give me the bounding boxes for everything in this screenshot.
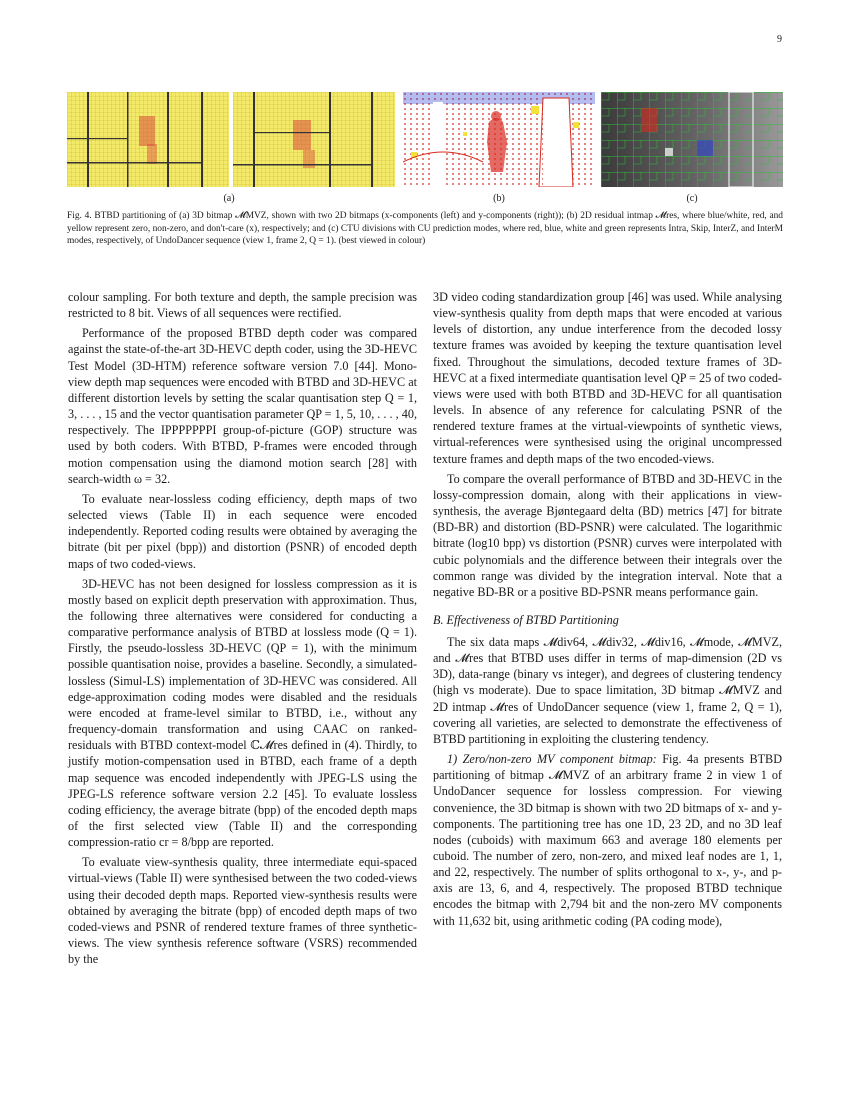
paragraph: To evaluate view-synthesis quality, three intermediate equi-spaced virtual-views (Table II) were synthesised between the two coded-views using their decoded depth maps. Reported view-synthesis results were obtained by averaging the bitrate (bpp) of encoded depth maps of two coded-views and PSNR of rendered texture frames of three synthetic-views. The view synthesis reference software (VSRS) recommended by the: [68, 855, 417, 967]
sublabel-b: (b): [493, 193, 505, 204]
section-heading: B. Effectiveness of BTBD Partitioning: [433, 612, 619, 627]
bitmap-y-components: [233, 92, 395, 187]
sublabel-c: (c): [686, 193, 698, 204]
ctu-divisions: [601, 92, 783, 187]
bitmap-x-components: [67, 92, 229, 187]
left-column: [68, 289, 417, 971]
page-number: 9: [777, 34, 782, 45]
figure-panel-b: [403, 92, 595, 187]
figure-panel-c: [601, 92, 783, 187]
paragraph: Performance of the proposed BTBD depth coder was compared against the state-of-the-art 3D-HEVC depth coder, using the 3D-HEVC Test Model (3D-HTM) reference software version 7.0 [44]. Mono-view depth map sequences were encoded with BTBD and 3D-HEVC at different distortion levels by setting the scalar quantisation step Q = 1, 3, . . . , 15 and the vector quantisation parameter QP = 1, 5, 10, . . . , 40, respectively. The IPPPPPPPI group-of-picture (GOP) structure was used by both coders. With BTBD, P-frames were encoded through motion compensation using the diamond motion search [28] with search-width ω = 32.: [68, 326, 417, 486]
paragraph: [433, 751, 782, 929]
paragraph: 3D video coding standardization group [46] was used. While analysing view-synthesis quality from depth maps that were encoded at various levels of distortion, any undue interference from the decoded lossy texture frames was avoided by keeping the texture quantisation level fixed. Throughout the simulations, decoded texture frames of 3D-HEVC at a fixed intermediate quantisation level QP = 25 of two coded-views were used with both BTBD and 3D-HEVC for all quantisation levels. In absence of any reference for calculating PSNR of the rendered texture frames at the virtual-viewpoints of synthetic views, virtual-references were synthesised using the original uncompressed texture frames and depth maps of the two encoded-views.: [433, 290, 782, 466]
figure-panel-a-x: [67, 92, 229, 187]
subsection-text: Fig. 4a presents BTBD partitioning of bitmap 𝓜MVZ of an arbitrary frame 2 in view 1 of UndoDancer sequence for lossless compression. For viewing convenience, the 3D bitmap is shown with two 2D bitmaps of x- and y-components. The partitioning tree has one 1D, 23 2D, and no 3D leaf nodes (cuboids) with maximum 663 and average 180 elements per cuboid. The number of zero, non-zero, and mixed leaf nodes are 1, 1, and 22, respectively. The number of splits orthogonal to x-, y-, and p-axis are 13, 6, and 4, respectively. The proposed BTBD technique encodes the bitmap with 2,794 bit and the non-zero MV components with 11,632 bit, using arithmetic coding (PA coding mode),: [433, 752, 782, 928]
paragraph: colour sampling. For both texture and depth, the sample precision was restricted to 8 bit. Views of all sequences were rectified.: [68, 290, 417, 321]
residual-intmap: [403, 92, 595, 187]
paragraph: To evaluate near-lossless coding efficiency, depth maps of two selected views (Table II) in each sequence were encoded independently. Reported coding results were obtained by averaging the bitrate (bit per pixel (bpp)) and distortion (PSNR) of encoded depth maps of two coded-views.: [68, 491, 417, 571]
right-column: [433, 289, 782, 933]
subsection-heading: 1) Zero/non-zero MV component bitmap:: [447, 752, 657, 767]
paragraph: 3D-HEVC has not been designed for lossless compression as it is mostly based on explicit depth preservation with approximation. Thus, the following three alternatives were considered for conducting a comparative performance analysis of BTBD at lossless mode (Q = 1). Firstly, the pseudo-lossless 3D-HEVC (QP = 1), with the minimum possible quantisation noise, provides a baseline. Secondly, a simulated-lossless (Simul-LS) implementation of 3D-HEVC was considered. All edge-approximation coding modes were disabled and the residuals were encoded at frame-level similar to BTBD, i.e., without any frequency-domain transformation and using CAAC on ranked-residuals with BTBD context-model ℂ𝓜res defined in (4). Thirdly, to justify motion-compensation used in BTBD, each frame of a depth map sequence was encoded independently with JPEG-LS using the JPEG-LS reference software version 2.2 [45]. To evaluate lossless coding efficiency, the average bitrate (bpp) of the encoded depth maps of the first selected view (Table II) and the corresponding compression-ratio cr = 8/bpp are reported.: [68, 576, 417, 850]
paragraph: To compare the overall performance of BTBD and 3D-HEVC in the lossy-compression domain, along with their applications in view-synthesis, the average Bjøntegaard delta (BD) metrics [47] for bitrate (BD-BR) and distortion (BD-PSNR) were calculated. The logarithmic bitrate (log10 bpp) vs distortion (PSNR) curves were interpolated with cubic polynomials and the difference between their integrals over the common range was divided by the integration interval. Note that a negative BD-BR or a positive BD-PSNR means performance gain.: [433, 471, 782, 599]
figure-caption: Fig. 4. BTBD partitioning of (a) 3D bitmap 𝓜MVZ, shown with two 2D bitmaps (x-components (left) and y-components (right)); (b) 2D residual intmap 𝓜res, where blue/white, red, and yellow represent zero, non-zero, and don't-care (x), respectively; and (c) CTU divisions with CU prediction modes, where red, blue, white and green represents Intra, Skip, InterZ, and InterM modes, respectively, of UndoDancer sequence (view 1, frame 2, Q = 1). (best viewed in colour): [67, 211, 783, 247]
figure-panel-a-y: [233, 92, 395, 187]
sublabel-a: (a): [223, 193, 235, 204]
paragraph: The six data maps 𝓜div64, 𝓜div32, 𝓜div16, 𝓜mode, 𝓜MVZ, and 𝓜res that BTBD uses differ in terms of map-dimension (2D vs 3D), data-range (binary vs integer), and degrees of clustering tendency (high vs moderate). Due to space limitation, 3D bitmap 𝓜MVZ and 2D intmap 𝓜res of UndoDancer sequence (view 1, frame 2, Q = 1), covering all varieties, are selected to demonstrate the effectiveness of BTBD partitioning in exploiting the clustering tendency.: [433, 634, 782, 746]
